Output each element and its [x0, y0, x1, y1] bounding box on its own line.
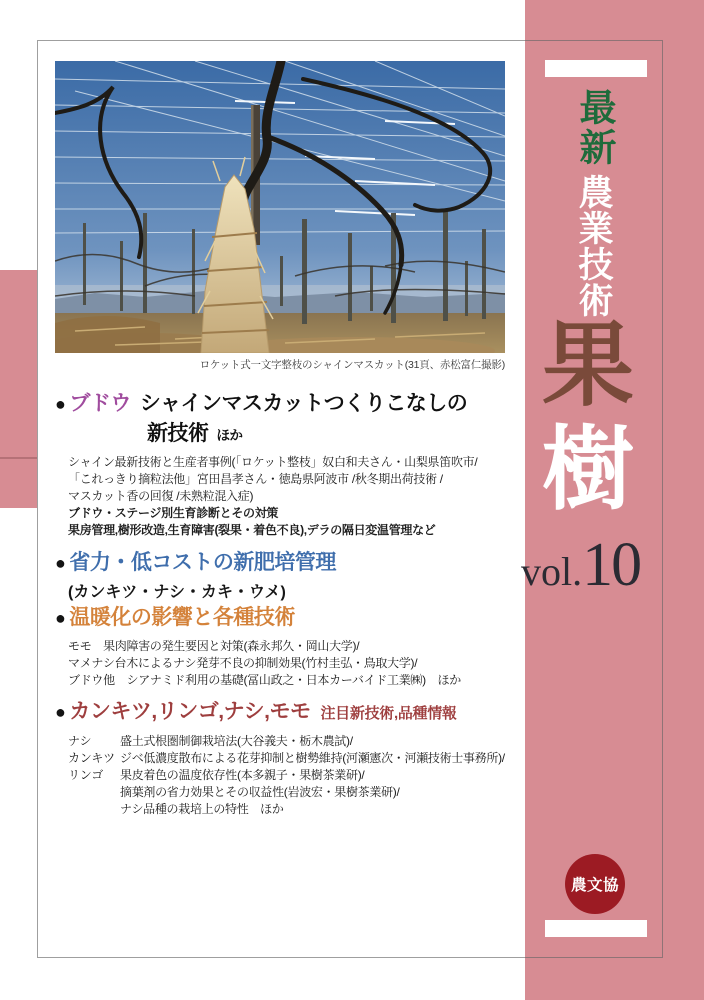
- section-warming: [55, 604, 535, 689]
- crop-topic-text: 摘葉剤の省力効果とその収益性(岩波宏・果樹茶業研)/: [120, 785, 400, 800]
- left-accent-bar: [0, 270, 37, 508]
- crop-label: [68, 784, 120, 801]
- section-citrus-title: カンキツ,リンゴ,ナシ,モモ: [69, 700, 311, 723]
- topic-line-bold: 果房管理,樹形改造,生育障害(裂果・着色不良),デラの隔日変温管理など: [68, 523, 436, 538]
- publisher-name: 農文協: [570, 877, 619, 894]
- volume-number: 10: [582, 531, 641, 599]
- band-top-white-bar: [545, 60, 647, 77]
- topic-line-bold: ブドウ・ステージ別生育診断とその対策: [68, 506, 279, 521]
- cover-photo: [55, 61, 505, 353]
- topic-line: シャイン最新技術と生産者事例(「ロケット整枝」奴白和夫さん・山梨県笛吹市/: [68, 455, 478, 470]
- section-grape-heading: [55, 390, 535, 417]
- section-warming-body: [68, 638, 535, 689]
- bullet-icon: ●: [55, 394, 66, 414]
- section-warming-title: 温暖化の影響と各種技術: [69, 606, 295, 629]
- topic-line: マスカット香の回復 /未熟粒混入症): [68, 489, 254, 504]
- section-grape-title-line1: シャインマスカットつくりこなしの: [139, 392, 468, 415]
- volume-label: [521, 531, 667, 599]
- section-grape-title-line2: 新技術: [147, 422, 209, 446]
- section-fertilizer-heading: [55, 549, 535, 576]
- crop-topic-text: 盛土式根圏制御栽培法(大谷義夫・栃木農試)/: [120, 734, 353, 749]
- section-grape-category: ブドウ: [69, 392, 131, 415]
- section-citrus-subtitle: 注目新技術,品種情報: [320, 705, 457, 722]
- crop-label: [68, 801, 120, 818]
- photo-caption: ロケット式一文字整枝のシャインマスカット(31頁、赤松富仁撮影): [199, 359, 505, 371]
- bullet-icon: ●: [55, 702, 66, 722]
- topic-line: 「これっきり摘粒法他」宮田昌孝さん・徳島県阿波市 /秋冬期出荷技術 /: [68, 472, 443, 487]
- series-title-bottom: 農業技術: [574, 174, 613, 318]
- crop-topic-row: [68, 767, 535, 784]
- section-citrus-heading: [55, 698, 535, 725]
- crop-topic-row: [68, 750, 535, 767]
- section-fertilizer-title: 省力・低コストの新肥培管理: [69, 551, 336, 574]
- ground: [55, 313, 505, 353]
- crop-topic-text: ジベ低濃度散布による花芽抑制と樹勢維持(河瀬憲次・河瀬技術士事務所)/: [120, 751, 505, 766]
- main-title-char-ka: 果: [541, 315, 634, 417]
- crop-label: カンキツ: [68, 751, 115, 766]
- topic-line: ブドウ他 シアナミド利用の基礎(冨山政之・日本カーバイド工業㈱) ほか: [68, 673, 461, 688]
- bullet-icon: ●: [55, 553, 66, 573]
- crop-topic-row: [68, 801, 535, 818]
- series-title-top: 最新: [573, 88, 614, 168]
- section-grape-title-suffix: ほか: [216, 428, 243, 444]
- left-bar-seam-line: [0, 457, 37, 459]
- section-grape-title-line2-row: [147, 417, 535, 447]
- crop-topic-row: [68, 784, 535, 801]
- section-warming-heading: [55, 604, 535, 631]
- section-citrus-rows: [68, 733, 535, 818]
- bullet-icon: ●: [55, 608, 66, 628]
- volume-prefix: vol.: [521, 549, 583, 594]
- publisher-seal: [565, 854, 625, 914]
- topic-line: マメナシ台木によるナシ発芽不良の抑制効果(竹村圭弘・鳥取大学)/: [68, 656, 418, 671]
- crop-label: リンゴ: [68, 768, 104, 783]
- crop-topic-row: [68, 733, 535, 750]
- crop-label: ナシ: [68, 734, 92, 749]
- spine-band: [521, 0, 704, 1000]
- section-grape-body: [68, 454, 535, 539]
- main-title-char-ju: 樹: [541, 419, 634, 521]
- section-fertilizer-subtitle: (カンキツ・ナシ・カキ・ウメ): [68, 584, 286, 602]
- section-citrus: [55, 698, 535, 818]
- band-bottom-white-bar: [545, 920, 647, 937]
- section-grape: [55, 390, 535, 539]
- crop-topic-text: ナシ品種の栽培上の特性 ほか: [120, 802, 284, 817]
- crop-topic-text: 果皮着色の温度依存性(本多親子・果樹茶業研)/: [120, 768, 365, 783]
- topic-line: モモ 果肉障害の発生要因と対策(森永邦久・岡山大学)/: [68, 639, 360, 654]
- section-fertilizer: [55, 549, 535, 602]
- vineyard-photo-illustration: [55, 61, 505, 353]
